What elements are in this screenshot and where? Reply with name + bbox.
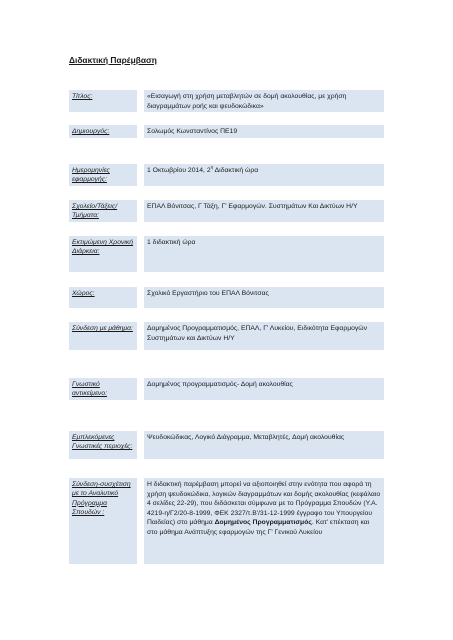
row-value: «Εισαγωγή στη χρήση μεταβλητών σε δομή ακολουθίας, με χρήση διαγραμμάτων ροής και ψευδοκώδικα» [144,90,384,112]
row-value: Σολωμός Κωνσταντίνος ΠΕ19 [144,125,384,138]
date-rest: Διδακτική ώρα [213,167,259,174]
row-value [144,478,384,564]
row-label: Τίτλος: [69,90,137,112]
row-label: Γνωστικό αντικείμενο: [69,378,137,400]
row-label: Εκτιμώμενη Χρονική Διάρκεια: [69,236,137,272]
curriculum-text: Η διδακτική παρέμβαση μπορεί να αξιοποιηθεί στην ενότητα που αφορά τη χρήση ψευδοκώδικα, λογικών διαγραμμάτων και δομής ακολουθίας (κεφάλαιο 4 σελίδες 22-29), που διδάσκεται σύμφωνα με το Πρόγραμμα Σπουδών (Υ.Α. 4219-η/Γ2/20-8-1999, ΦΕΚ 2327/τ.Β'/31-12-1999 έγγραφο του Υπουργείου Παιδείας) στο μάθημα [147,481,381,526]
row-value: 1 διδακτική ώρα [144,236,384,272]
curriculum-text-rest: . Κατ' επέκταση και στο μάθημα Ανάπτυξης εφαρμογών της Γ' Γενικού Λυκείου [147,519,370,536]
row-label: Δημιουργός: [69,125,137,138]
date-text: 1 Οκτωβρίου 2014, 2 [147,167,211,174]
row-value: Ψευδοκώδικας, Λογικό Διάγραμμα, Μεταβλητές, Δομή ακολουθίας [144,431,384,459]
row-value [144,164,384,186]
row-label: Ημερομηνίες εφαρμογής: [69,164,137,186]
row-label: Εμπλεκόμενες Γνωστικές περιοχές: [69,431,137,459]
row-value: Δομημένος προγραμματισμός- Δομή ακολουθίας [144,378,384,400]
course-name-bold: Δομημένος Προγραμματισμός [214,519,312,526]
row-label: Σχολείο/Τάξεις/ Τμήματα: [69,200,137,222]
row-value: ΕΠΑΛ Βόνιτσας, Γ Τάξη, Γ' Εφαρμογών. Συστημάτων Και Δικτύων Η/Υ [144,200,384,222]
ordinal-suffix: η [210,164,214,170]
row-value: Δομημένος Προγραμματισμός, ΕΠΑΛ, Γ' Λυκείου, Ειδικότητα Εφαρμογών Συστημάτων και Δικτύων Η/Υ [144,322,384,350]
row-label: Σύνδεση-συσχέτιση με το Αναλυτικό Πρόγραμμα Σπουδών : [69,478,137,564]
row-label: Χώρος: [69,287,137,308]
row-label: Σύνδεση με μάθημα: [69,322,137,350]
document-title: Διδακτική Παρέμβαση [69,55,157,65]
row-value: Σχολικό Εργαστήριο του ΕΠΑΛ Βόνιτσας [144,287,384,308]
